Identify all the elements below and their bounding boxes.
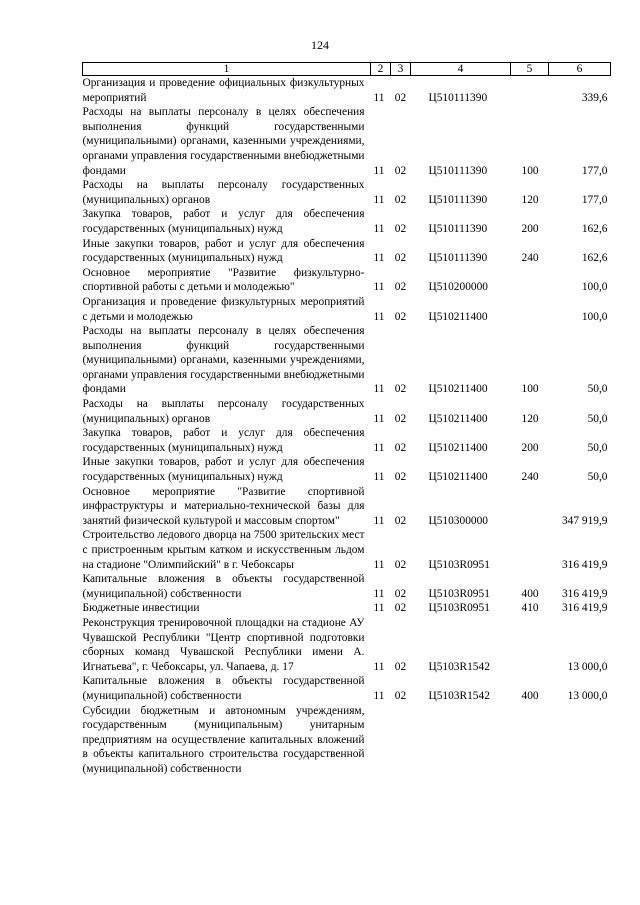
target-article-code: Ц5103R1542 <box>428 660 490 673</box>
item-name: Закупка товаров, работ и услуг для обеспечения государственных (муниципальных) нужд <box>82 427 365 454</box>
subsection-code: 02 <box>394 441 407 454</box>
subsection-code: 02 <box>394 412 407 425</box>
target-article-code: Ц510300000 <box>428 514 488 527</box>
amount: 50,0 <box>587 471 608 484</box>
expense-type-code: 400 <box>521 587 539 600</box>
expense-type-code <box>511 704 549 777</box>
table-row <box>83 76 611 106</box>
subsection-code: 02 <box>394 383 407 396</box>
subsection-code <box>391 704 411 777</box>
item-name: Капитальные вложения в объекты государственной (муниципальной) собственности <box>82 675 365 702</box>
table-row <box>83 178 611 207</box>
amount: 316 419,9 <box>561 602 608 615</box>
table-row <box>83 704 611 777</box>
section-code: 11 <box>373 383 385 396</box>
table-row <box>83 237 611 266</box>
target-article-code: Ц5103R0951 <box>428 587 490 600</box>
amount: 177,0 <box>581 164 608 177</box>
table-row <box>83 674 611 703</box>
amount: 347 919,9 <box>561 514 608 527</box>
expense-type-code <box>511 266 549 295</box>
expense-type-code: 100 <box>521 164 539 177</box>
target-article-code: Ц5103R0951 <box>428 558 490 571</box>
target-article-code: Ц5103R0951 <box>428 602 490 615</box>
subsection-code: 02 <box>394 310 407 323</box>
expense-type-code <box>511 616 549 674</box>
table-row <box>83 266 611 295</box>
target-article-code <box>411 704 511 777</box>
target-article-code: Ц510200000 <box>428 281 488 294</box>
target-article-code: Ц510111390 <box>428 91 488 104</box>
section-code <box>371 704 391 777</box>
section-code: 11 <box>373 193 385 206</box>
amount: 13 000,0 <box>567 689 608 702</box>
page-number: 124 <box>311 38 329 52</box>
table-row <box>83 485 611 529</box>
column-header: 5 <box>511 63 549 76</box>
item-name: Субсидии бюджетным и автономным учреждениям, государственным (муниципальным) унитарным предприятиям на осуществление капитальных вложений в объекты капитального строительства государственной (муниципальной) собственности <box>82 704 365 775</box>
item-name: Реконструкция тренировочной площадки на стадионе АУ Чувашской Республики "Центр спортивной подготовки сборных команд Чувашской Республики имени А. Игнатьева", г. Чебоксары, ул. Чапаева, д. 17 <box>82 616 365 673</box>
target-article-code: Ц510211400 <box>428 471 488 484</box>
table-row <box>83 397 611 426</box>
section-code: 11 <box>373 514 385 527</box>
expense-type-code: 200 <box>521 222 539 235</box>
expense-type-code: 100 <box>521 383 539 396</box>
subsection-code: 02 <box>394 514 407 527</box>
amount: 13 000,0 <box>567 660 608 673</box>
section-code: 11 <box>373 281 385 294</box>
expense-type-code: 400 <box>521 689 539 702</box>
target-article-code: Ц510111390 <box>428 252 488 265</box>
amount <box>549 704 611 777</box>
column-header: 2 <box>371 63 391 76</box>
subsection-code: 02 <box>394 471 407 484</box>
column-header: 6 <box>549 63 611 76</box>
subsection-code: 02 <box>394 164 407 177</box>
expense-type-code <box>511 528 549 572</box>
budget-table <box>82 62 611 777</box>
amount: 162,6 <box>581 222 608 235</box>
subsection-code: 02 <box>394 587 407 600</box>
table-row <box>83 572 611 601</box>
column-header: 4 <box>411 63 511 76</box>
table-row <box>83 601 611 616</box>
amount: 339,6 <box>581 91 608 104</box>
table-row <box>83 295 611 324</box>
table-row <box>83 426 611 455</box>
expense-type-code: 200 <box>521 441 539 454</box>
section-code: 11 <box>373 471 385 484</box>
amount: 50,0 <box>587 441 608 454</box>
column-header: 3 <box>391 63 411 76</box>
subsection-code: 02 <box>394 689 407 702</box>
table-row <box>83 207 611 236</box>
target-article-code: Ц510111390 <box>428 164 488 177</box>
subsection-code: 02 <box>394 91 407 104</box>
table-row <box>83 455 611 484</box>
subsection-code: 02 <box>394 660 407 673</box>
expense-type-code: 410 <box>521 602 539 615</box>
table-row <box>83 324 611 397</box>
subsection-code: 02 <box>394 252 407 265</box>
amount: 316 419,9 <box>561 558 608 571</box>
subsection-code: 02 <box>394 193 407 206</box>
item-name: Организация и проведение физкультурных мероприятий с детьми и молодежью <box>82 295 365 323</box>
expense-type-code <box>511 485 549 529</box>
amount: 177,0 <box>581 193 608 206</box>
item-name: Расходы на выплаты персоналу государственных (муниципальных) органов <box>82 179 365 206</box>
expense-type-code: 120 <box>521 193 539 206</box>
section-code: 11 <box>373 689 385 702</box>
target-article-code: Ц510211400 <box>428 383 488 396</box>
item-name: Строительство ледового дворца на 7500 зрительских мест с пристроенным крытым катком и искусственным льдом на стадионе "Олимпийский" в г. Чебоксары <box>82 529 365 571</box>
item-name: Организация и проведение официальных физкультурных мероприятий <box>82 77 365 104</box>
item-name: Расходы на выплаты персоналу в целях обеспечения выполнения функций государственными (муниципальными) органами, казенными учреждениями, органами управления государственными внебюджетными фондами <box>82 325 365 396</box>
section-code: 11 <box>373 222 385 235</box>
subsection-code: 02 <box>394 602 407 615</box>
item-name: Закупка товаров, работ и услуг для обеспечения государственных (муниципальных) нужд <box>82 208 365 235</box>
item-name: Бюджетные инвестиции <box>82 602 200 615</box>
expense-type-code <box>511 295 549 324</box>
amount: 316 419,9 <box>561 587 608 600</box>
subsection-code: 02 <box>394 558 407 571</box>
subsection-code: 02 <box>394 281 407 294</box>
target-article-code: Ц510211400 <box>428 412 488 425</box>
expense-type-code: 240 <box>521 471 539 484</box>
expense-type-code: 120 <box>521 412 539 425</box>
item-name: Иные закупки товаров, работ и услуг для обеспечения государственных (муниципальных) нужд <box>82 237 365 265</box>
amount: 162,6 <box>581 252 608 265</box>
amount: 50,0 <box>587 412 608 425</box>
target-article-code: Ц510211400 <box>428 310 488 323</box>
column-header: 1 <box>83 63 371 76</box>
subsection-code: 02 <box>394 222 407 235</box>
section-code: 11 <box>373 310 385 323</box>
section-code: 11 <box>373 660 385 673</box>
target-article-code: Ц510111390 <box>428 193 488 206</box>
amount: 50,0 <box>587 383 608 396</box>
target-article-code: Ц510211400 <box>428 441 488 454</box>
target-article-code: Ц5103R1542 <box>428 689 490 702</box>
item-name: Основное мероприятие "Развитие спортивной инфраструктуры и материально-технической базы для занятий физической культурой и массовым спортом" <box>82 485 365 527</box>
item-name: Основное мероприятие "Развитие физкультурно-спортивной работы с детьми и молодежью" <box>82 266 365 294</box>
section-code: 11 <box>373 412 385 425</box>
target-article-code: Ц510111390 <box>428 222 488 235</box>
table-row <box>83 616 611 674</box>
section-code: 11 <box>373 441 385 454</box>
section-code: 11 <box>373 558 385 571</box>
item-name: Иные закупки товаров, работ и услуг для обеспечения государственных (муниципальных) нужд <box>82 456 365 484</box>
item-name: Капитальные вложения в объекты государственной (муниципальной) собственности <box>82 573 365 600</box>
item-name: Расходы на выплаты персоналу государственных (муниципальных) органов <box>82 398 365 425</box>
section-code: 11 <box>373 587 385 600</box>
amount: 100,0 <box>581 281 608 294</box>
section-code: 11 <box>373 91 385 104</box>
expense-type-code <box>511 76 549 106</box>
header-row <box>83 63 611 76</box>
item-name: Расходы на выплаты персоналу в целях обеспечения выполнения функций государственными (муниципальными) органами, казенными учреждениями, органами управления государственными внебюджетными фондами <box>82 106 365 177</box>
table-row <box>83 105 611 178</box>
section-code: 11 <box>373 164 385 177</box>
expense-type-code: 240 <box>521 252 539 265</box>
section-code: 11 <box>373 252 385 265</box>
section-code: 11 <box>373 602 385 615</box>
table-row <box>83 528 611 572</box>
amount: 100,0 <box>581 310 608 323</box>
